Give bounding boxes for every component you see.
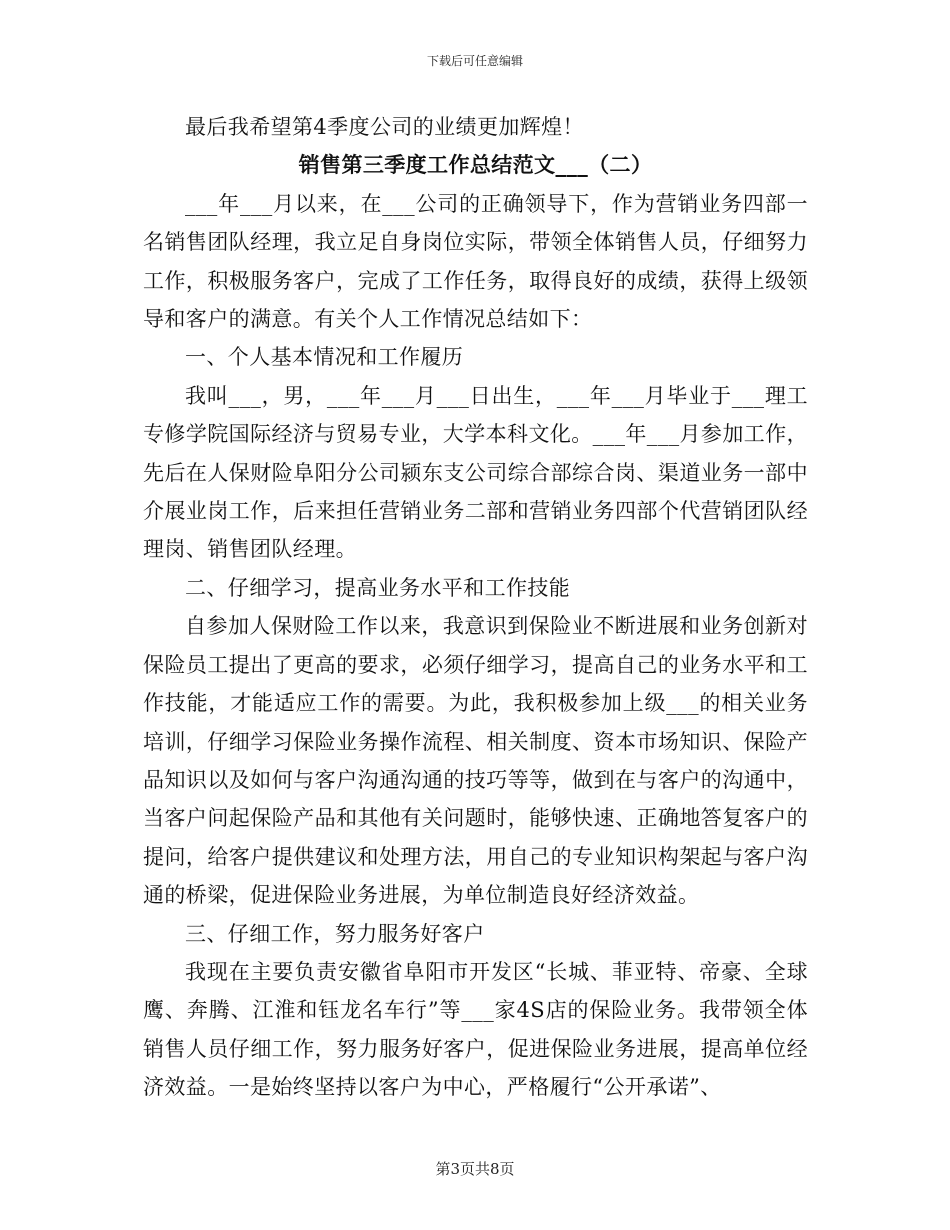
page-footer: 第3页共8页: [435, 1160, 515, 1178]
intro-paragraph: ___年___月以来，在___公司的正确领导下，作为营销业务四部一名销售团队经理，我立足自身岗位实际，带领全体销售人员，仔细努力工作，积极服务客户，完成了工作任务，取得良好的成绩，获得上级领导和客户的满意。有关个人工作情况总结如下：: [143, 191, 808, 332]
document-body: [143, 108, 808, 1107]
study-paragraph: 自参加人保财险工作以来，我意识到保险业不断进展和业务创新对保险员工提出了更高的要求，必须仔细学习，提高自己的业务水平和工作技能，才能适应工作的需要。为此，我积极参加上级___的相关业务培训，仔细学习保险业务操作流程、相关制度、资本市场知识、保险产品知识以及如何与客户沟通沟通的技巧等等，做到在与客户的沟通中，当客户问起保险产品和其他有关问题时，能够快速、正确地答复客户的提问，给客户提供建议和处理方法，用自己的专业知识构架起与客户沟通的桥梁，促进保险业务进展，为单位制造良好经济效益。: [143, 614, 808, 908]
heading-service: 三、仔细工作，努力服务好客户: [185, 921, 485, 946]
heading-study: 二、仔细学习，提高业务水平和工作技能: [185, 575, 571, 600]
closing-line: 最后我希望第4季度公司的业绩更加辉煌！: [185, 115, 584, 139]
service-paragraph: 我现在主要负责安徽省阜阳市开发区“长城、菲亚特、帝豪、全球鹰、奔腾、江淮和钰龙名车行”等___家4S店的保险业务。我带领全体销售人员仔细工作，努力服务好客户，促进保险业务进展，提高单位经济效益。一是始终坚持以客户为中心，严格履行“公开承诺”、: [143, 959, 808, 1100]
section-title: 销售第三季度工作总结范文___（二）: [298, 152, 653, 178]
page-header: 下载后可任意编辑: [426, 54, 523, 68]
heading-basic-info: 一、个人基本情况和工作履历: [185, 345, 464, 370]
basic-info-paragraph: 我叫___，男，___年___月___日出生，___年___月毕业于___理工专修学院国际经济与贸易专业，大学本科文化。___年___月参加工作，先后在人保财险阜阳分公司颍东支公司综合部综合岗、渠道业务一部中介展业岗工作，后来担任营销业务二部和营销业务四部个代营销团队经理岗、销售团队经理。: [143, 383, 808, 562]
